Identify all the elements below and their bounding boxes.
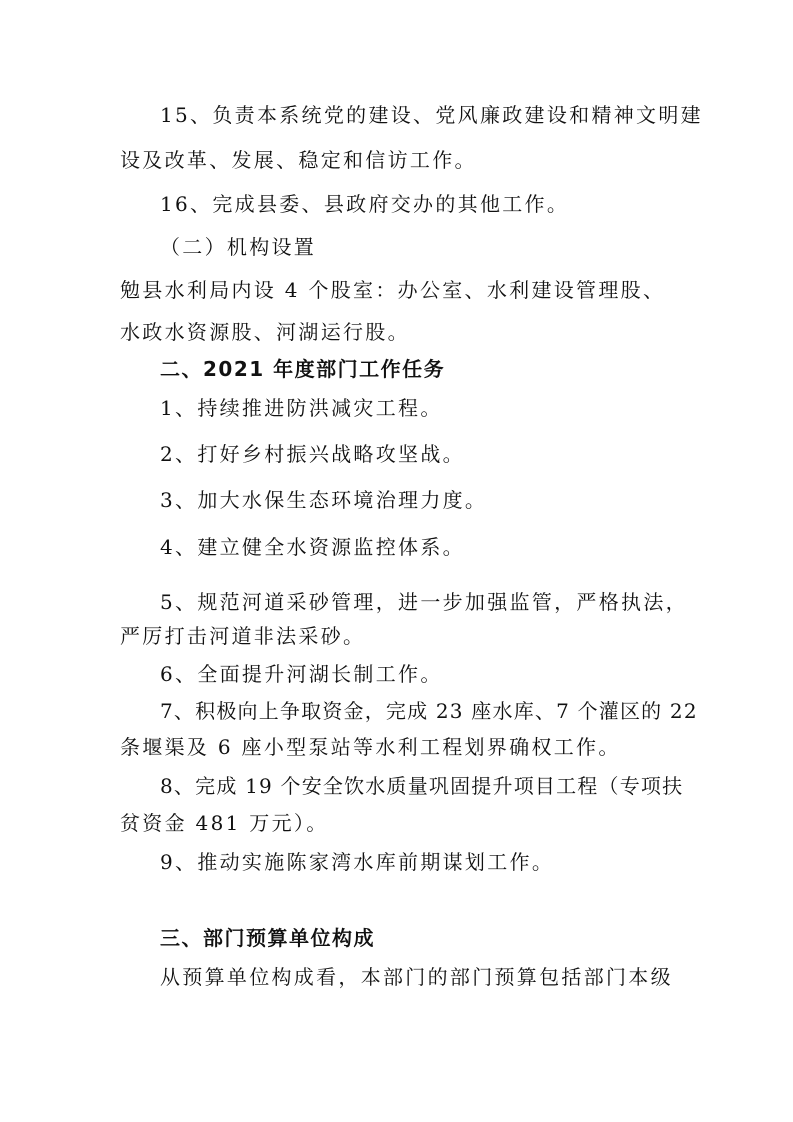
section-heading-budget-units: 三、部门预算单位构成: [160, 926, 375, 950]
task-item-9: 9、推动实施陈家湾水库前期谋划工作。: [160, 850, 555, 874]
task-item-1: 1、持续推进防洪减灾工程。: [160, 396, 443, 420]
org-paragraph-line-1: 勉县水利局内设 4 个股室：办公室、水利建设管理股、: [120, 278, 666, 302]
task-item-7-line-1: 7、积极向上争取资金，完成 23 座水库、7 个灌区的 22: [160, 699, 698, 723]
task-item-5-line-1: 5、规范河道采砂管理，进一步加强监管，严格执法，: [160, 590, 688, 614]
budget-units-paragraph-line-1: 从预算单位构成看，本部门的部门预算包括部门本级: [160, 965, 673, 989]
task-item-4: 4、建立健全水资源监控体系。: [160, 535, 465, 559]
task-item-8-line-2: 贫资金 481 万元）。: [120, 811, 329, 835]
task-item-3: 3、加大水保生态环境治理力度。: [160, 488, 488, 512]
paragraph-item-16: 16、完成县委、县政府交办的其他工作。: [160, 192, 570, 216]
task-item-2: 2、打好乡村振兴战略攻坚战。: [160, 442, 465, 466]
section-heading-org-structure: （二）机构设置: [160, 235, 317, 259]
section-heading-2021-tasks: 二、2021 年度部门工作任务: [160, 357, 446, 381]
paragraph-item-15-line-2: 设及改革、发展、稳定和信访工作。: [120, 148, 477, 172]
paragraph-item-15-line-1: 15、负责本系统党的建设、党风廉政建设和精神文明建: [160, 103, 703, 127]
org-paragraph-line-2: 水政水资源股、河湖运行股。: [120, 320, 410, 344]
task-item-7-line-2: 条堰渠及 6 座小型泵站等水利工程划界确权工作。: [120, 735, 621, 759]
task-item-8-line-1: 8、完成 19 个安全饮水质量巩固提升项目工程（专项扶: [160, 774, 684, 798]
task-item-5-line-2: 严厉打击河道非法采砂。: [120, 624, 366, 648]
task-item-6: 6、全面提升河湖长制工作。: [160, 662, 443, 686]
